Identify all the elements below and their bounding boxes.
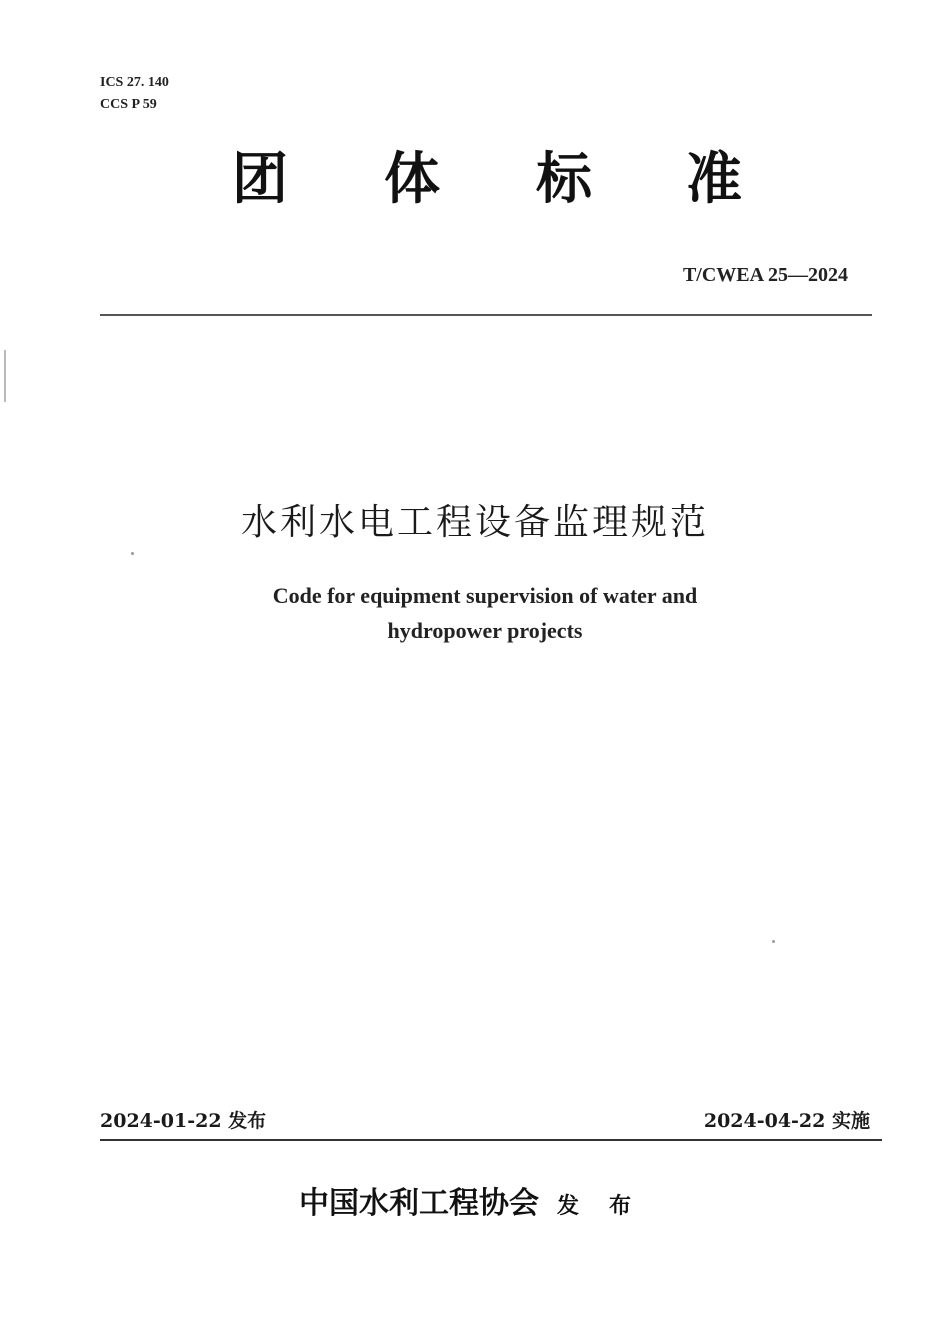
publisher-name: 中国水利工程协会 — [298, 1186, 539, 1221]
publisher-suffix: 发布 — [556, 1193, 661, 1219]
title-chinese: 水利水电工程设备监理规范 — [240, 502, 709, 543]
footer-divider — [100, 1139, 882, 1141]
title-english-line: Code for equipment supervision of water and — [272, 583, 698, 608]
publish-date: 2024-01-22 发布 — [100, 1110, 267, 1132]
ics-code: ICS 27. 140 — [100, 75, 169, 90]
scan-artifact — [4, 350, 6, 402]
standard-type-char: 团 — [232, 147, 288, 212]
scan-speck — [772, 940, 775, 943]
title-english-line: hydropower projects — [387, 618, 583, 643]
standard-type-char: 准 — [686, 147, 742, 212]
standard-number: T/CWEA 25—2024 — [682, 264, 848, 286]
header-divider — [100, 314, 872, 316]
classification-codes — [100, 72, 169, 116]
implement-date: 2024-04-22 实施 — [703, 1110, 870, 1132]
standard-type-char: 体 — [384, 147, 440, 212]
publisher-line — [0, 1178, 950, 1222]
ccs-code: CCS P 59 — [100, 97, 157, 112]
scan-speck — [131, 552, 134, 555]
title-english — [0, 578, 950, 648]
standard-type-char: 标 — [536, 147, 592, 212]
standard-type-heading — [0, 140, 950, 220]
